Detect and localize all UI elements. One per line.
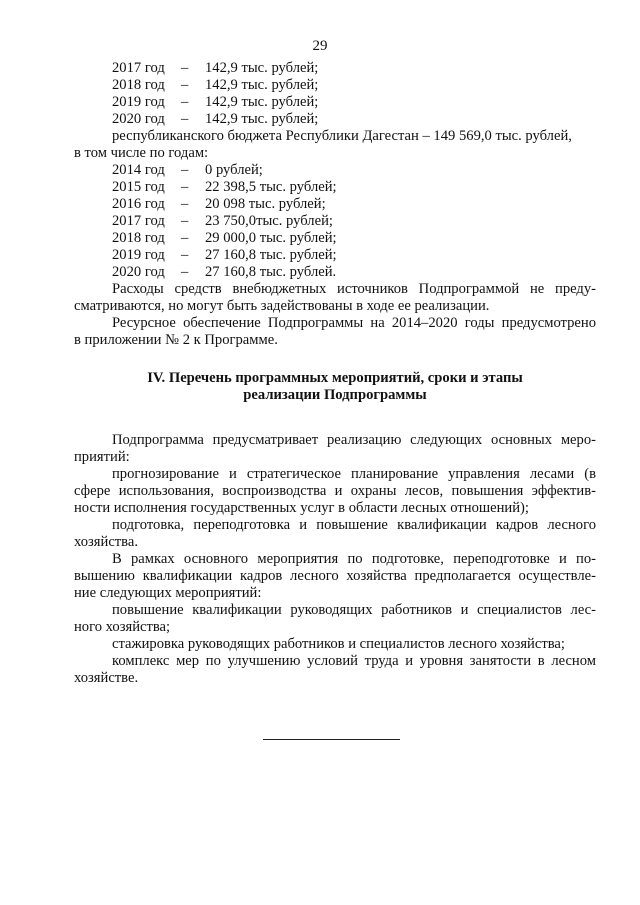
dash-mark: – [181,196,189,212]
year-label: 2017 год [112,60,165,76]
dash-mark: – [181,264,189,280]
dash-mark: – [181,247,189,263]
republic-budget-text: республиканского бюджета Республики Дагестан – 149 569,0 тыс. рублей, [112,128,572,144]
year-row [74,247,596,264]
paragraph-line: комплекс мер по улучшению условий труда и уровня занятости в лесном [112,653,596,669]
paragraph-line: ности исполнения государственных услуг в области лесных отношений); [74,500,529,516]
year-label: 2019 год [112,94,165,110]
dash-mark: – [181,162,189,178]
page-number: 29 [312,38,328,54]
funding-by-year-list [74,60,596,128]
year-row [74,60,596,77]
paragraph-line: хозяйства. [74,534,139,550]
amount-value: 27 160,8 тыс. рублей. [205,264,337,280]
paragraph [74,315,596,349]
paragraph-line: прогнозирование и стратегическое планирование управления лесами (в [112,466,596,482]
paragraph-line: Ресурсное обеспечение Подпрограммы на 2014–2020 годы предусмотрено [112,315,596,331]
paragraph-line: хозяйстве. [74,670,139,686]
dash-mark: – [181,230,189,246]
year-row [74,179,596,196]
paragraph-line: в приложении № 2 к Программе. [74,332,278,348]
paragraph-line: сфере использования, воспроизводства и охраны лесов, повышения эффектив- [74,483,596,499]
dash-mark: – [181,111,189,127]
section-heading-line2: реализации Подпрограммы [243,387,427,403]
dash-mark: – [181,94,189,110]
year-label: 2019 год [112,247,165,263]
amount-value: 0 рублей; [205,162,263,178]
section-heading-line1: IV. Перечень программных мероприятий, сроки и этапы [147,370,523,386]
amount-value: 29 000,0 тыс. рублей; [205,230,337,246]
paragraph [74,602,596,636]
republic-funding-by-year-list [74,162,596,281]
year-label: 2018 год [112,230,165,246]
paragraph-line: стажировка руководящих работников и специалистов лесного хозяйства; [112,636,565,652]
year-row [74,77,596,94]
paragraph-line: ного хозяйства; [74,619,171,635]
amount-value: 142,9 тыс. рублей; [205,111,319,127]
year-label: 2014 год [112,162,165,178]
paragraph [74,653,596,687]
document-body [74,60,596,687]
amount-value: 23 750,0тыс. рублей; [205,213,333,229]
year-label: 2015 год [112,179,165,195]
amount-value: 22 398,5 тыс. рублей; [205,179,337,195]
dash-mark: – [181,213,189,229]
activities-paragraphs [74,432,596,687]
year-label: 2020 год [112,111,165,127]
year-row [74,230,596,247]
year-label: 2018 год [112,77,165,93]
year-row [74,213,596,230]
paragraph [74,517,596,551]
dash-mark: – [181,60,189,76]
year-label: 2020 год [112,264,165,280]
amount-value: 27 160,8 тыс. рублей; [205,247,337,263]
amount-value: 142,9 тыс. рублей; [205,60,319,76]
paragraph [74,281,596,315]
paragraph [74,466,596,517]
year-row [74,162,596,179]
dash-mark: – [181,77,189,93]
paragraph-line: подготовка, переподготовка и повышение квалификации кадров лесного [112,517,596,533]
year-row [74,196,596,213]
amount-value: 20 098 тыс. рублей; [205,196,326,212]
section-heading [74,370,596,404]
paragraph-line: Расходы средств внебюджетных источников Подпрограммой не преду- [112,281,596,297]
year-label: 2016 год [112,196,165,212]
year-row [74,111,596,128]
paragraph-line: В рамках основного мероприятия по подготовке, переподготовке и по- [112,551,596,567]
paragraph [74,551,596,602]
dash-mark: – [181,179,189,195]
year-row [74,94,596,111]
paragraph-line: приятий: [74,449,130,465]
resource-paragraphs [74,281,596,349]
paragraph-line: ние следующих мероприятий: [74,585,262,601]
republic-budget-subtext: в том числе по годам: [74,145,209,161]
amount-value: 142,9 тыс. рублей; [205,77,319,93]
paragraph-line: сматриваются, но могут быть задействованы в ходе ее реализации. [74,298,490,314]
republic-budget-line [74,128,596,145]
year-label: 2017 год [112,213,165,229]
end-separator-line [263,739,400,740]
paragraph [74,432,596,466]
year-row [74,264,596,281]
paragraph-line: Подпрограмма предусматривает реализацию следующих основных меро- [112,432,596,448]
paragraph [74,636,596,653]
paragraph-line: вышению квалификации кадров лесного хозяйства предполагается осуществле- [74,568,596,584]
paragraph-line: повышение квалификации руководящих работников и специалистов лес- [112,602,596,618]
amount-value: 142,9 тыс. рублей; [205,94,319,110]
